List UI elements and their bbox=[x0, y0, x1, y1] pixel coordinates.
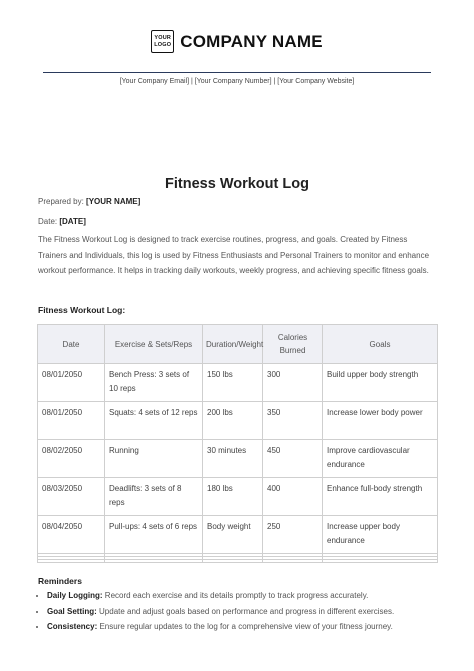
company-name: COMPANY NAME bbox=[180, 31, 323, 51]
table-row bbox=[38, 440, 438, 478]
date-value: [DATE] bbox=[59, 217, 86, 226]
cell-date: 08/01/2050 bbox=[38, 364, 105, 402]
logo-text-line-1: YOUR bbox=[154, 35, 172, 41]
date-label: Date: bbox=[38, 217, 58, 226]
cell-exercise: Squats: 4 sets of 12 reps bbox=[105, 402, 203, 440]
intro-paragraph: The Fitness Workout Log is designed to track exercise routines, progress, and goals. Created by Fitness Trainers and Individuals, this log is used by Fitness Enthusiasts and Personal Trainers to monitor and enhance workout performance. It helps in tracking daily workouts, weekly progress, and achieving specific fitness goals. bbox=[38, 235, 430, 275]
cell-goals: Improve cardiovascular endurance bbox=[323, 440, 438, 478]
document-header bbox=[0, 26, 474, 53]
reminder-item bbox=[47, 619, 447, 635]
cell-duration: 180 lbs bbox=[203, 478, 263, 516]
table-header-row bbox=[38, 325, 438, 364]
cell-duration: 200 lbs bbox=[203, 402, 263, 440]
cell-goals: Build upper body strength bbox=[323, 364, 438, 402]
table-row bbox=[38, 402, 438, 440]
cell-exercise: Bench Press: 3 sets of 10 reps bbox=[105, 364, 203, 402]
contact-line: [Your Company Email] | [Your Company Number] | [Your Company Website] bbox=[119, 78, 355, 85]
document-title: Fitness Workout Log bbox=[165, 176, 309, 192]
cell-exercise: Deadlifts: 3 sets of 8 reps bbox=[105, 478, 203, 516]
cell-goals: Increase upper body endurance bbox=[323, 516, 438, 554]
cell-calories: 250 bbox=[263, 516, 323, 554]
log-heading: Fitness Workout Log: bbox=[38, 305, 126, 315]
cell-duration: 30 minutes bbox=[203, 440, 263, 478]
company-logo bbox=[151, 30, 174, 53]
cell-date: 08/04/2050 bbox=[38, 516, 105, 554]
workout-log-table bbox=[37, 324, 438, 563]
header-divider bbox=[43, 72, 431, 73]
logo-text-line-2: LOGO bbox=[154, 41, 172, 48]
reminder-label: Daily Logging: bbox=[47, 591, 103, 600]
cell-duration: Body weight bbox=[203, 516, 263, 554]
cell-calories: 450 bbox=[263, 440, 323, 478]
header-date: Date bbox=[38, 325, 105, 364]
cell-calories: 350 bbox=[263, 402, 323, 440]
cell-goals: Increase lower body power bbox=[323, 402, 438, 440]
cell-date: 08/01/2050 bbox=[38, 402, 105, 440]
cell-calories: 300 bbox=[263, 364, 323, 402]
reminder-text: Record each exercise and its details promptly to track progress accurately. bbox=[104, 591, 369, 600]
cell-duration: 150 lbs bbox=[203, 364, 263, 402]
empty-table-row bbox=[38, 560, 438, 563]
reminder-label: Consistency: bbox=[47, 622, 98, 631]
cell-calories: 400 bbox=[263, 478, 323, 516]
header-exercise: Exercise & Sets/Reps bbox=[105, 325, 203, 364]
reminder-item bbox=[47, 604, 447, 620]
reminder-item bbox=[47, 588, 447, 604]
cell-date: 08/03/2050 bbox=[38, 478, 105, 516]
table-row bbox=[38, 364, 438, 402]
prepared-by-label: Prepared by: bbox=[38, 197, 84, 206]
date-line bbox=[38, 217, 86, 226]
reminder-label: Goal Setting: bbox=[47, 606, 97, 616]
prepared-by bbox=[38, 197, 140, 206]
cell-exercise: Running bbox=[105, 440, 203, 478]
reminders-list bbox=[38, 588, 447, 635]
reminders-title: Reminders bbox=[38, 576, 82, 586]
header-calories: Calories Burned bbox=[263, 325, 323, 364]
header-duration: Duration/Weight bbox=[203, 325, 263, 364]
table-row bbox=[38, 516, 438, 554]
cell-date: 08/02/2050 bbox=[38, 440, 105, 478]
brand bbox=[151, 30, 323, 53]
prepared-by-value: [YOUR NAME] bbox=[86, 197, 141, 206]
header-goals: Goals bbox=[323, 325, 438, 364]
cell-goals: Enhance full-body strength bbox=[323, 478, 438, 516]
cell-exercise: Pull-ups: 4 sets of 6 reps bbox=[105, 516, 203, 554]
table-row bbox=[38, 478, 438, 516]
reminder-text: Update and adjust goals based on performance and progress in different exercises. bbox=[99, 606, 395, 616]
reminder-text: Ensure regular updates to the log for a comprehensive view of your fitness journey. bbox=[99, 622, 393, 631]
